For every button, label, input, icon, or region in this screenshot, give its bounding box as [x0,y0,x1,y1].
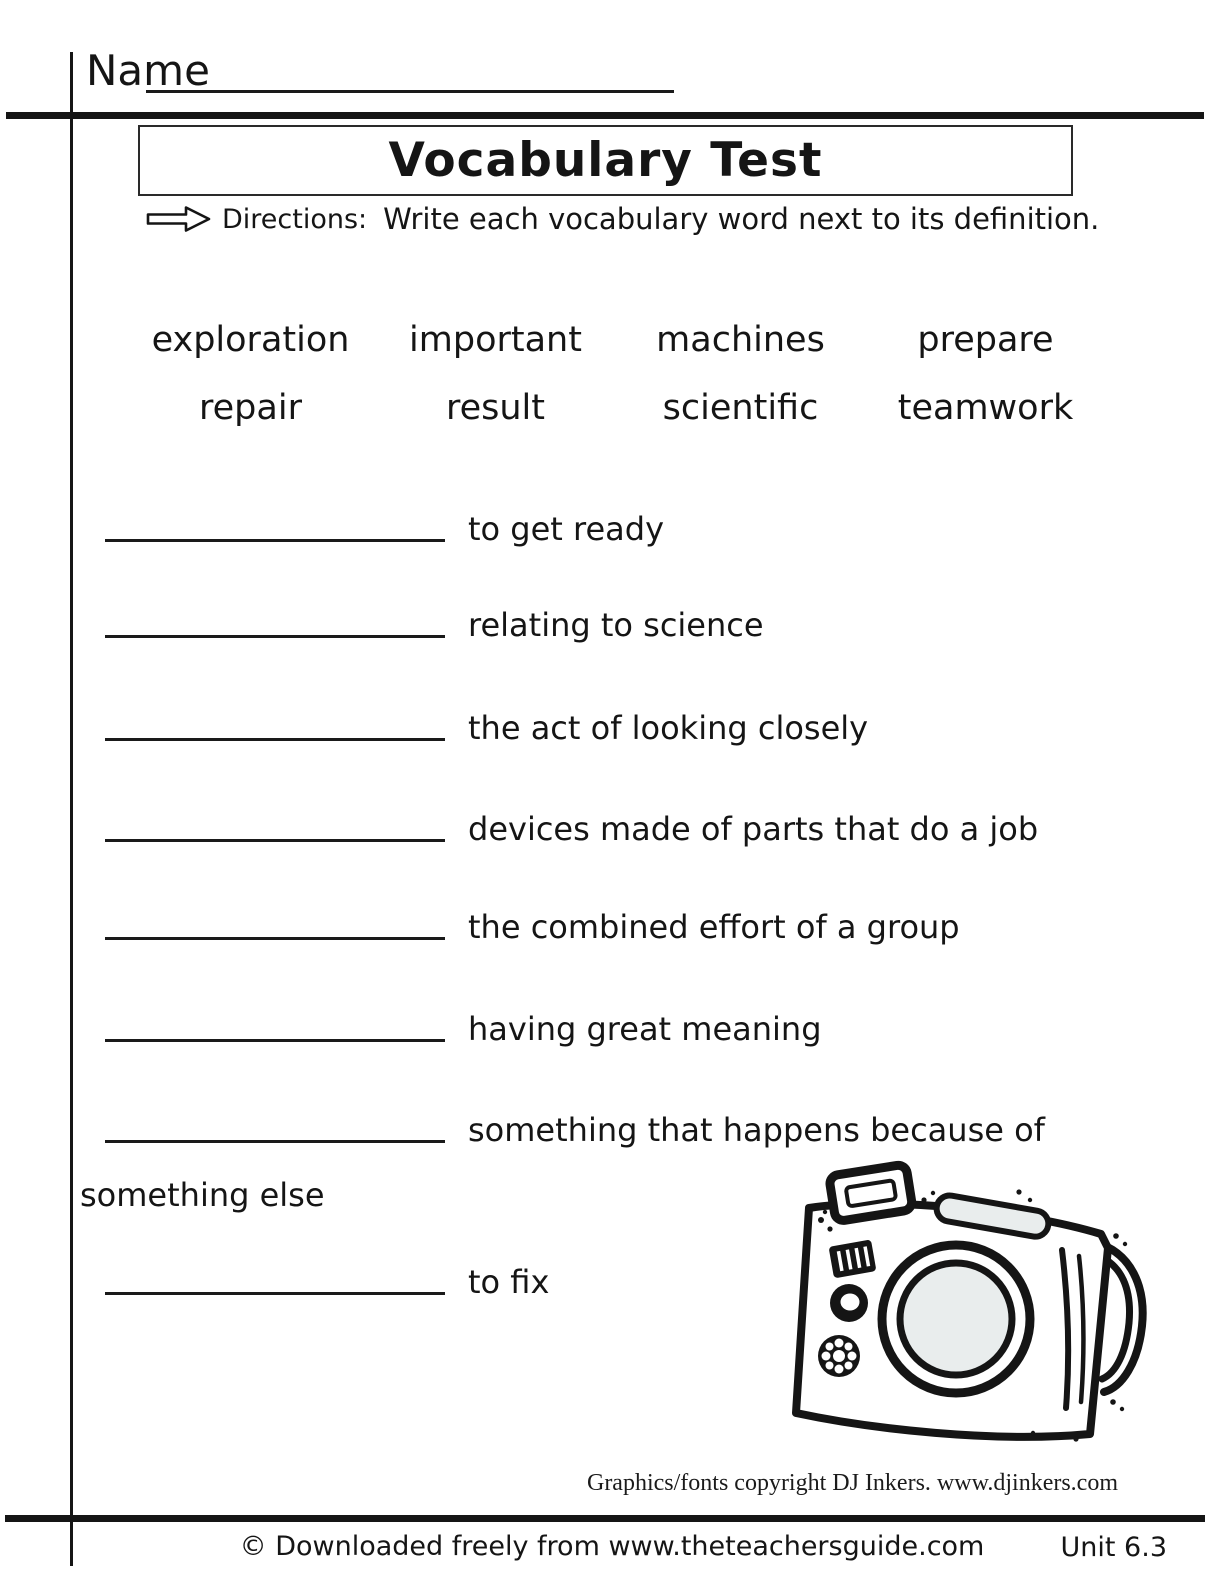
word-bank-item: exploration [151,320,350,360]
definition-row [105,595,1185,643]
answer-blank[interactable] [105,799,445,842]
word-bank-item: result [445,388,546,428]
definition-row [105,897,1185,945]
word-bank-item: machines [656,320,825,360]
answer-blank[interactable] [105,595,445,638]
answer-blank[interactable] [105,897,445,940]
definition-row [105,799,1185,847]
definition-row [105,999,1185,1047]
answer-blank[interactable] [105,999,445,1042]
directions-row [146,202,1099,236]
directions-text: Write each vocabulary word next to its definition. [383,202,1100,236]
definition-row [105,1100,1185,1148]
arrow-right-icon [146,205,212,233]
title-box [138,125,1073,196]
margin-rule [70,52,73,1566]
answer-blank[interactable] [105,499,445,542]
definition-text: having great meaning [468,1009,822,1048]
word-bank-item: important [409,320,582,360]
definition-text-continued: something else [80,1176,325,1214]
name-label: Name [86,46,210,95]
definition-text: something that happens because of [468,1110,1045,1149]
word-bank-item: repair [199,388,302,428]
page-title: Vocabulary Test [388,133,823,188]
definition-text: the combined effort of a group [468,907,960,946]
word-bank-item: teamwork [897,388,1074,428]
download-credit: © Downloaded freely from www.theteachersguide.com [239,1531,985,1562]
definition-text: relating to science [468,605,764,644]
unit-label: Unit 6.3 [1060,1532,1167,1563]
definition-text: the act of looking closely [468,708,869,747]
answer-blank[interactable] [105,1100,445,1143]
directions-label: Directions: [222,203,368,235]
header-rule [6,112,1204,119]
word-bank [128,320,1108,428]
name-blank-line[interactable] [146,48,674,93]
definition-text: to fix [468,1262,550,1301]
graphics-credit: Graphics/fonts copyright DJ Inkers. www.djinkers.com [586,1470,1118,1496]
footer-rule [5,1515,1205,1522]
word-bank-item: scientific [662,388,819,428]
camera-illustration [772,1150,1150,1450]
definition-text: devices made of parts that do a job [468,809,1039,848]
definition-row [105,698,1185,746]
definition-row [105,499,1185,547]
definition-text: to get ready [468,509,665,548]
word-bank-item: prepare [917,320,1054,360]
answer-blank[interactable] [105,1252,445,1295]
answer-blank[interactable] [105,698,445,741]
